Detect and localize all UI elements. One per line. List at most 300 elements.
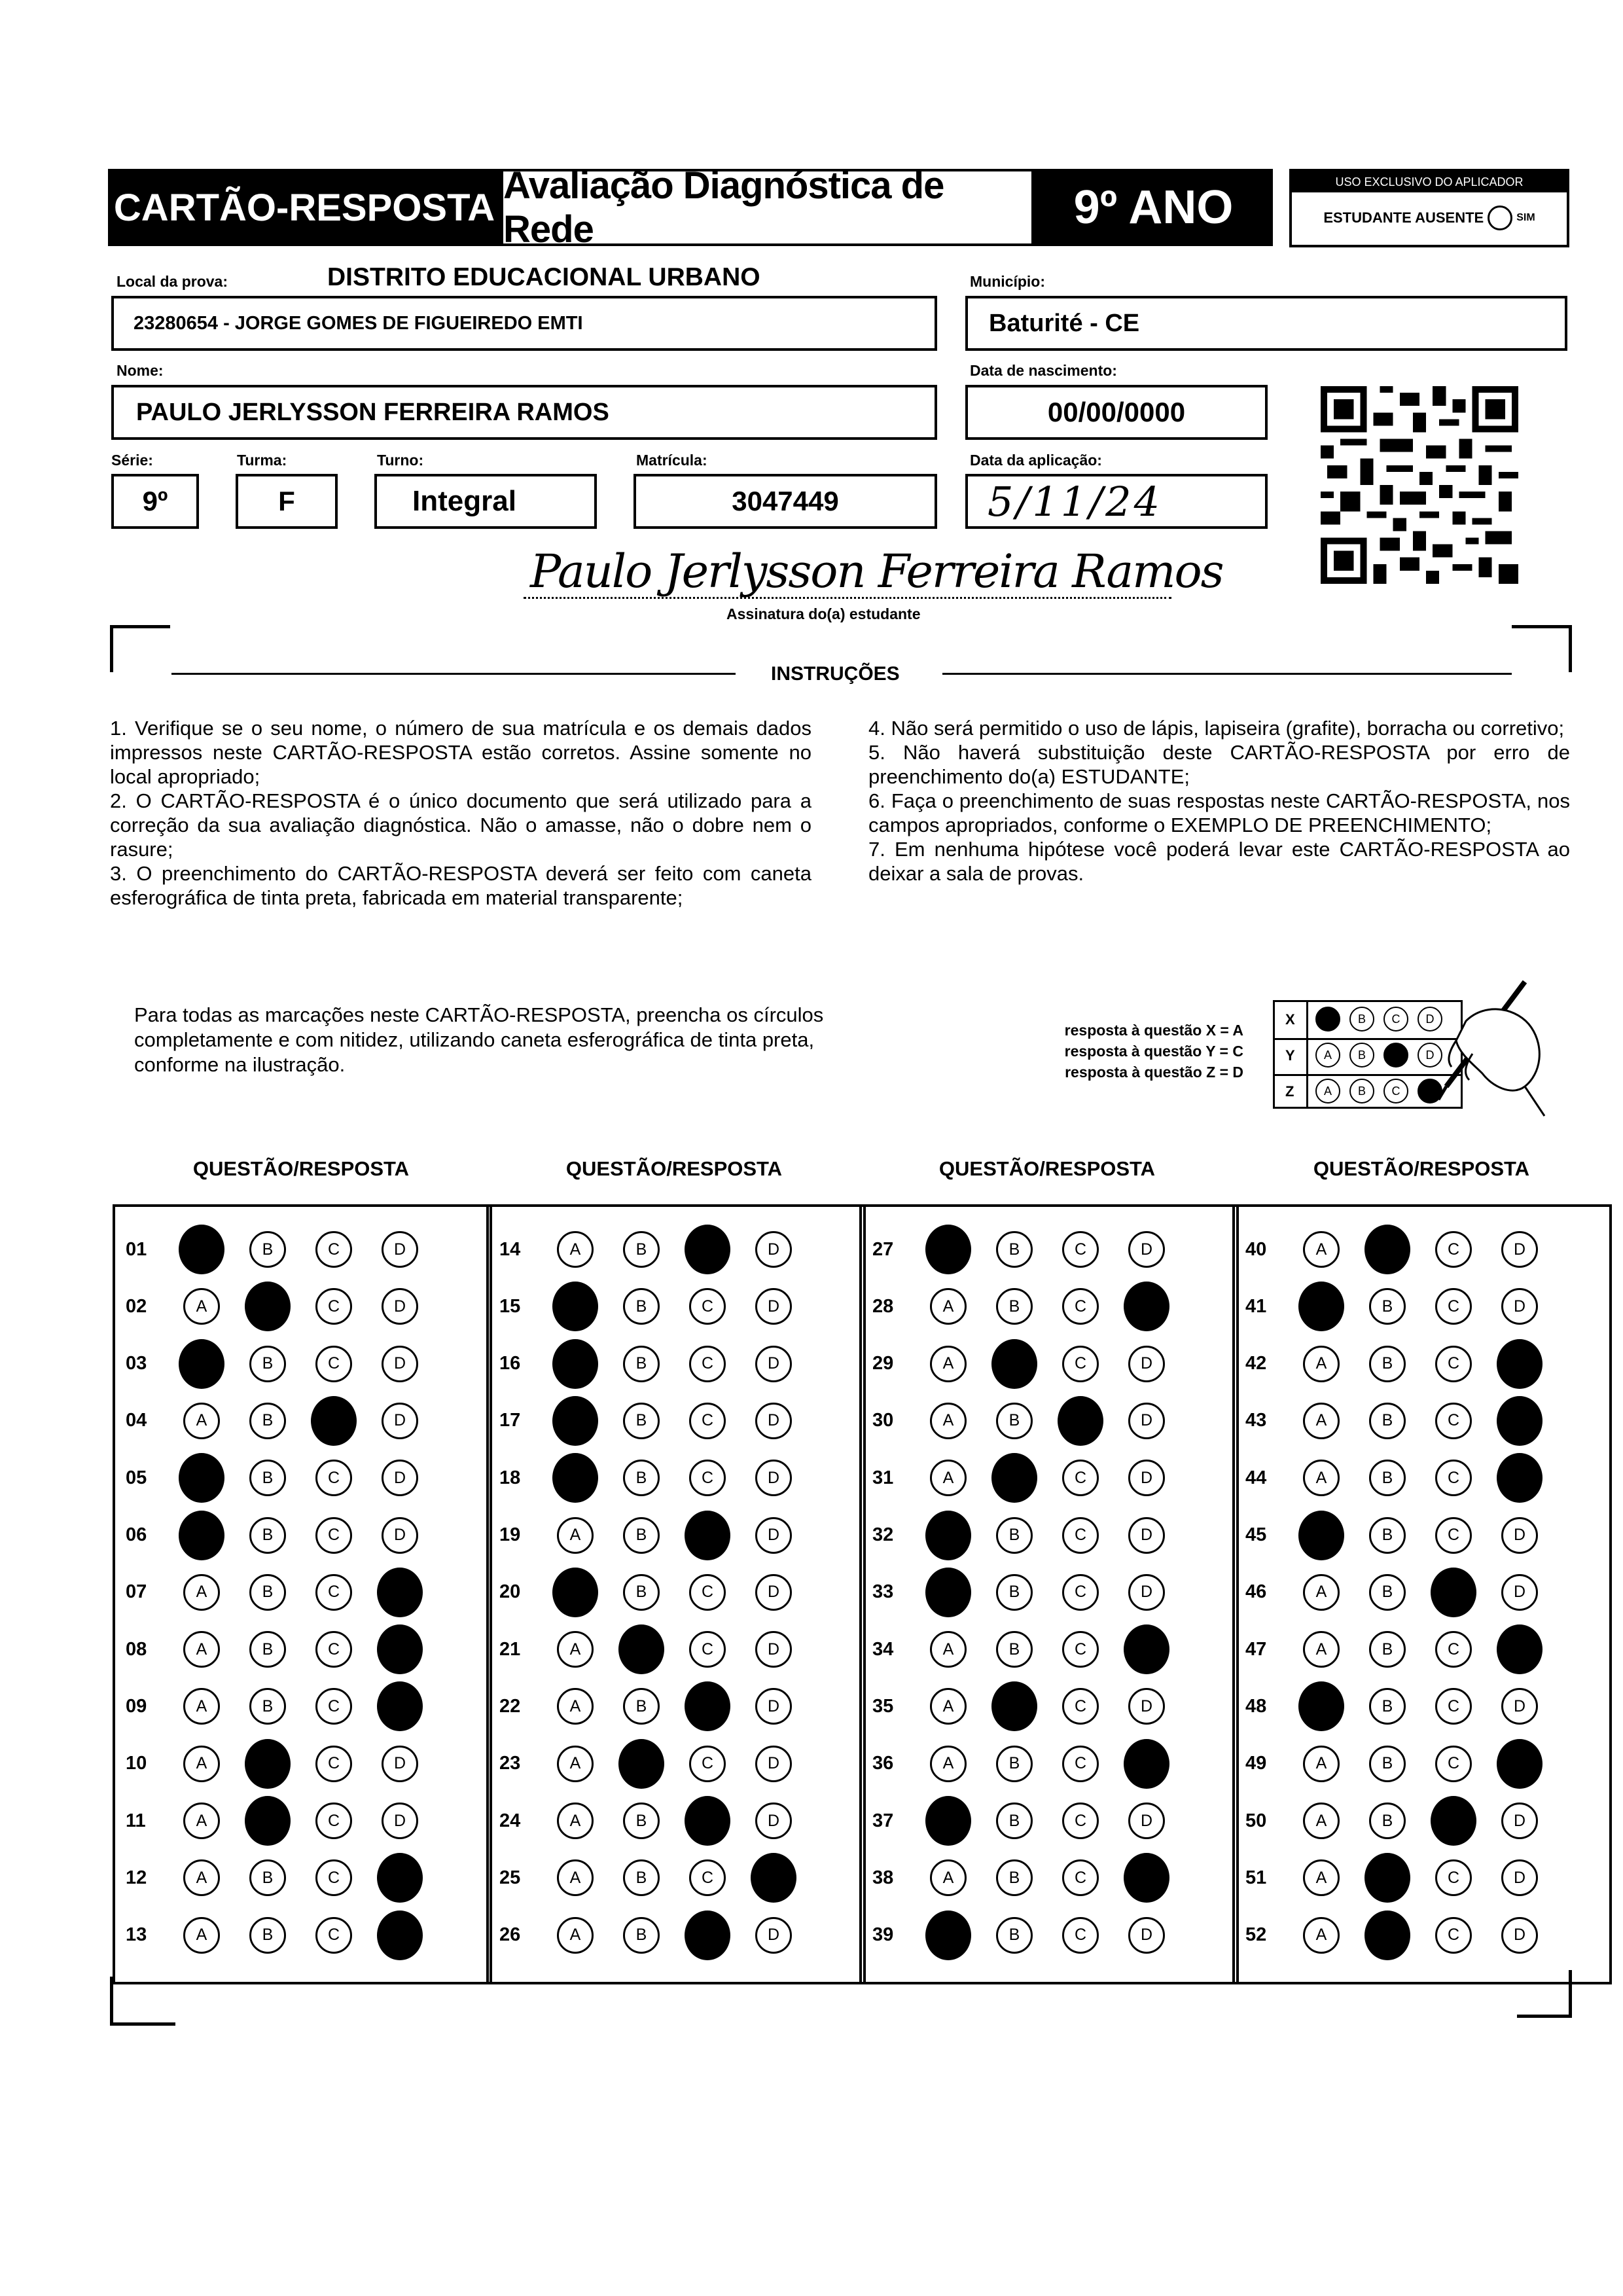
corner-top-left xyxy=(110,625,170,628)
municipio-label: Município: xyxy=(970,273,1045,290)
absent-label: ESTUDANTE AUSENTE xyxy=(1323,209,1484,226)
signature-line xyxy=(524,597,1171,599)
answer-bubble-b[interactable]: B xyxy=(623,1859,660,1896)
answer-row xyxy=(1235,1678,1609,1734)
answer-bubble-a[interactable]: A xyxy=(1303,1859,1340,1896)
answer-bubble-a[interactable] xyxy=(552,1453,598,1503)
answer-bubble-d[interactable] xyxy=(377,1568,423,1617)
answer-bubble-a[interactable] xyxy=(179,1453,224,1503)
answer-bubble-b[interactable]: B xyxy=(249,1517,286,1554)
answer-bubble-a[interactable] xyxy=(925,1910,971,1960)
answer-bubble-a[interactable] xyxy=(552,1568,598,1617)
answer-row xyxy=(862,1678,1236,1734)
answer-bubble-d[interactable]: D xyxy=(755,1517,792,1554)
answer-bubble-c[interactable]: C xyxy=(689,1859,726,1896)
corner-bottom-left xyxy=(110,2022,175,2026)
answer-bubble-a[interactable]: A xyxy=(557,1917,594,1954)
answer-bubble-c[interactable] xyxy=(685,1225,730,1274)
question-number: 38 xyxy=(872,1867,894,1888)
answer-bubble-b[interactable]: B xyxy=(249,1231,286,1268)
answer-bubble-d[interactable] xyxy=(377,1910,423,1960)
answer-bubble-b[interactable]: B xyxy=(996,1803,1033,1839)
example-bubble-b: B xyxy=(1349,1043,1374,1067)
answer-bubble-c[interactable]: C xyxy=(315,1631,352,1668)
answer-bubble-d[interactable]: D xyxy=(1501,1574,1538,1611)
answer-bubble-d[interactable]: D xyxy=(755,1288,792,1325)
question-number: 50 xyxy=(1245,1810,1267,1831)
answer-bubble-b[interactable]: B xyxy=(249,1346,286,1382)
answer-bubble-c[interactable]: C xyxy=(689,1460,726,1496)
answer-bubble-b[interactable]: B xyxy=(996,1288,1033,1325)
instruction-item: 2. O CARTÃO-RESPOSTA é o único documento que será utilizado para a correção da sua avaliação diagnóstica. Não o amasse, não o dobre nem o rasure; xyxy=(110,789,812,861)
answer-row xyxy=(1235,1850,1609,1906)
answer-bubble-d[interactable]: D xyxy=(1128,1917,1165,1954)
answer-bubble-a[interactable]: A xyxy=(930,1631,967,1668)
fill-note: Para todas as marcações neste CARTÃO-RESPOSTA, preencha os círculos completamente e com nitidez, utilizando caneta esferográfica de tinta preta, conforme na ilustração. xyxy=(134,1003,824,1076)
answer-bubble-b[interactable]: B xyxy=(1369,1346,1406,1382)
answer-bubble-d[interactable]: D xyxy=(755,1803,792,1839)
answer-bubble-a[interactable]: A xyxy=(930,1403,967,1439)
answer-bubble-b[interactable]: B xyxy=(249,1574,286,1611)
answer-bubble-a[interactable] xyxy=(552,1282,598,1331)
answer-row xyxy=(489,1336,863,1392)
answer-bubble-b[interactable]: B xyxy=(996,1746,1033,1782)
answer-bubble-b[interactable]: B xyxy=(623,1917,660,1954)
answer-row xyxy=(489,1678,863,1734)
answer-bubble-b[interactable]: B xyxy=(996,1403,1033,1439)
answer-bubble-c[interactable]: C xyxy=(689,1574,726,1611)
answer-bubble-c[interactable]: C xyxy=(689,1631,726,1668)
example-bubble-c xyxy=(1383,1043,1408,1067)
question-number: 17 xyxy=(499,1410,521,1431)
question-number: 25 xyxy=(499,1867,521,1888)
answer-bubble-d[interactable] xyxy=(1497,1624,1543,1674)
answer-bubble-a[interactable]: A xyxy=(557,1859,594,1896)
answer-bubble-b[interactable]: B xyxy=(623,1574,660,1611)
answer-bubble-d[interactable] xyxy=(1497,1396,1543,1446)
corner-top-left-v xyxy=(110,625,113,672)
answer-bubble-c[interactable]: C xyxy=(689,1746,726,1782)
answer-bubble-a[interactable]: A xyxy=(930,1746,967,1782)
answer-bubble-b[interactable]: B xyxy=(623,1517,660,1554)
question-number: 02 xyxy=(126,1295,147,1317)
instruction-item: 5. Não haverá substituição deste CARTÃO-RESPOSTA por erro de preenchimento do(a) ESTUDANTE; xyxy=(868,741,1570,788)
question-number: 01 xyxy=(126,1238,147,1260)
answer-bubble-c[interactable]: C xyxy=(1435,1231,1472,1268)
answer-bubble-a[interactable]: A xyxy=(1303,1574,1340,1611)
answer-bubble-d[interactable]: D xyxy=(755,1346,792,1382)
answer-row xyxy=(862,1393,1236,1449)
question-number: 18 xyxy=(499,1467,521,1488)
answer-bubble-d[interactable] xyxy=(1124,1853,1169,1903)
answer-row xyxy=(1235,1507,1609,1564)
instruction-item: 7. Em nenhuma hipótese você poderá levar este CARTÃO-RESPOSTA ao deixar a sala de provas. xyxy=(868,838,1570,885)
answer-bubble-d[interactable]: D xyxy=(382,1746,418,1782)
answer-bubble-b[interactable]: B xyxy=(996,1517,1033,1554)
answer-bubble-a[interactable] xyxy=(925,1225,971,1274)
answer-bubble-b[interactable]: B xyxy=(1369,1631,1406,1668)
answer-bubble-a[interactable]: A xyxy=(1303,1803,1340,1839)
answer-column xyxy=(486,1204,866,1984)
answer-bubble-a[interactable] xyxy=(1298,1511,1344,1560)
example-bubble-b: B xyxy=(1349,1079,1374,1103)
question-number: 19 xyxy=(499,1524,521,1545)
answer-bubble-b[interactable]: B xyxy=(249,1917,286,1954)
answer-bubble-b[interactable]: B xyxy=(249,1688,286,1725)
answer-bubble-b[interactable] xyxy=(245,1796,291,1846)
answer-bubble-a[interactable] xyxy=(925,1568,971,1617)
answer-bubble-b[interactable] xyxy=(245,1739,291,1789)
answer-bubble-c[interactable]: C xyxy=(1435,1688,1472,1725)
example-bubble-b: B xyxy=(1349,1007,1374,1031)
answer-bubble-b[interactable] xyxy=(991,1453,1037,1503)
answer-bubble-c[interactable]: C xyxy=(1435,1917,1472,1954)
answer-bubble-c[interactable]: C xyxy=(315,1231,352,1268)
answer-bubble-c[interactable]: C xyxy=(1435,1403,1472,1439)
local-label: Local da prova: xyxy=(116,273,228,290)
question-number: 22 xyxy=(499,1695,521,1717)
answer-row xyxy=(862,1736,1236,1792)
school-value: 23280654 - JORGE GOMES DE FIGUEIREDO EMTI xyxy=(134,312,583,334)
answer-bubble-c[interactable]: C xyxy=(689,1346,726,1382)
nascimento-field xyxy=(965,385,1268,440)
example-bubble-c: C xyxy=(1383,1079,1408,1103)
answer-bubble-b[interactable]: B xyxy=(623,1231,660,1268)
answer-bubble-c[interactable]: C xyxy=(1062,1231,1099,1268)
answer-bubble-d[interactable]: D xyxy=(382,1803,418,1839)
answer-bubble-c[interactable]: C xyxy=(315,1803,352,1839)
answer-bubble-b[interactable]: B xyxy=(1369,1574,1406,1611)
column-title: QUESTÃO/RESPOSTA xyxy=(192,1157,410,1180)
qr-code xyxy=(1321,386,1518,584)
answer-bubble-d[interactable]: D xyxy=(1501,1917,1538,1954)
answer-row xyxy=(1235,1278,1609,1335)
answer-bubble-a[interactable]: A xyxy=(183,1288,220,1325)
answer-bubble-a[interactable]: A xyxy=(183,1688,220,1725)
answer-row xyxy=(489,1564,863,1621)
answer-row xyxy=(489,1450,863,1506)
answer-bubble-a[interactable]: A xyxy=(557,1631,594,1668)
answer-bubble-c[interactable] xyxy=(311,1396,357,1446)
answer-bubble-d[interactable]: D xyxy=(382,1460,418,1496)
answer-bubble-d[interactable]: D xyxy=(382,1231,418,1268)
answer-bubble-c[interactable]: C xyxy=(1062,1517,1099,1554)
answer-bubble-b[interactable]: B xyxy=(623,1288,660,1325)
answer-bubble-d[interactable]: D xyxy=(1128,1346,1165,1382)
answer-bubble-d[interactable] xyxy=(377,1681,423,1731)
answer-bubble-c[interactable]: C xyxy=(1435,1346,1472,1382)
answer-bubble-b[interactable]: B xyxy=(249,1403,286,1439)
answer-bubble-a[interactable]: A xyxy=(183,1746,220,1782)
answer-bubble-d[interactable]: D xyxy=(1128,1231,1165,1268)
answer-bubble-b[interactable]: B xyxy=(249,1460,286,1496)
answer-bubble-c[interactable]: C xyxy=(315,1517,352,1554)
answer-bubble-d[interactable]: D xyxy=(755,1460,792,1496)
instructions-title: INSTRUÇÕES xyxy=(771,663,900,685)
question-number: 40 xyxy=(1245,1238,1267,1260)
answer-bubble-b[interactable] xyxy=(991,1681,1037,1731)
answer-bubble-c[interactable]: C xyxy=(1435,1517,1472,1554)
answer-bubble-d[interactable]: D xyxy=(382,1346,418,1382)
answer-bubble-a[interactable]: A xyxy=(183,1403,220,1439)
answer-bubble-b[interactable] xyxy=(618,1739,664,1789)
answer-bubble-c[interactable]: C xyxy=(315,1346,352,1382)
answer-bubble-a[interactable]: A xyxy=(1303,1231,1340,1268)
instructions-rule-left xyxy=(171,673,736,675)
answer-bubble-c[interactable]: C xyxy=(689,1403,726,1439)
answer-bubble-b[interactable]: B xyxy=(623,1403,660,1439)
answer-bubble-c[interactable]: C xyxy=(315,1460,352,1496)
instruction-item: 6. Faça o preenchimento de suas respostas neste CARTÃO-RESPOSTA, nos campos apropriados, conforme o EXEMPLO DE PREENCHIMENTO; xyxy=(868,789,1570,836)
answer-bubble-b[interactable]: B xyxy=(996,1917,1033,1954)
answer-bubble-b[interactable]: B xyxy=(623,1346,660,1382)
question-number: 14 xyxy=(499,1238,521,1260)
answer-bubble-d[interactable] xyxy=(751,1853,796,1903)
answer-bubble-d[interactable] xyxy=(1497,1453,1543,1503)
answer-bubble-b[interactable]: B xyxy=(249,1859,286,1896)
answer-bubble-c[interactable]: C xyxy=(1435,1460,1472,1496)
answer-bubble-a[interactable]: A xyxy=(1303,1460,1340,1496)
answer-bubble-b[interactable]: B xyxy=(996,1231,1033,1268)
column-title: QUESTÃO/RESPOSTA xyxy=(565,1157,783,1180)
answer-bubble-d[interactable]: D xyxy=(1501,1803,1538,1839)
answer-bubble-a[interactable]: A xyxy=(183,1803,220,1839)
answer-bubble-c[interactable] xyxy=(685,1910,730,1960)
answer-bubble-d[interactable]: D xyxy=(1128,1517,1165,1554)
answer-bubble-b[interactable]: B xyxy=(1369,1403,1406,1439)
example-row-label: Y xyxy=(1285,1047,1295,1064)
exclusive-box xyxy=(1289,169,1569,247)
answer-bubble-d[interactable]: D xyxy=(1128,1803,1165,1839)
question-number: 10 xyxy=(126,1753,147,1774)
instruction-item: 3. O preenchimento do CARTÃO-RESPOSTA deverá ser feito com caneta esferográfica de tinta preta, fabricada em material transparente; xyxy=(110,862,812,909)
example-bubble-a xyxy=(1315,1007,1340,1031)
answer-bubble-c[interactable] xyxy=(1431,1796,1476,1846)
answer-bubble-c[interactable]: C xyxy=(1062,1460,1099,1496)
answer-bubble-b[interactable]: B xyxy=(1369,1746,1406,1782)
answer-bubble-d[interactable]: D xyxy=(755,1688,792,1725)
question-number: 11 xyxy=(126,1810,146,1831)
example-bubble-d: D xyxy=(1418,1043,1442,1067)
answer-bubble-a[interactable]: A xyxy=(183,1631,220,1668)
answer-bubble-d[interactable] xyxy=(1497,1339,1543,1389)
answer-bubble-d[interactable]: D xyxy=(1501,1288,1538,1325)
answer-bubble-d[interactable]: D xyxy=(755,1631,792,1668)
answer-bubble-a[interactable]: A xyxy=(183,1859,220,1896)
answer-bubble-a[interactable]: A xyxy=(557,1803,594,1839)
answer-bubble-d[interactable]: D xyxy=(755,1917,792,1954)
answer-bubble-d[interactable]: D xyxy=(755,1746,792,1782)
answer-row xyxy=(489,1793,863,1849)
answer-bubble-b[interactable] xyxy=(618,1624,664,1674)
answer-bubble-c[interactable] xyxy=(1431,1568,1476,1617)
answer-row xyxy=(115,1450,490,1506)
answer-bubble-b[interactable]: B xyxy=(1369,1803,1406,1839)
answer-bubble-d[interactable]: D xyxy=(1501,1231,1538,1268)
answer-bubble-c[interactable]: C xyxy=(315,1746,352,1782)
answer-row xyxy=(862,1278,1236,1335)
question-number: 44 xyxy=(1245,1467,1267,1488)
answer-bubble-b[interactable]: B xyxy=(1369,1288,1406,1325)
answer-bubble-d[interactable]: D xyxy=(382,1517,418,1554)
answer-bubble-b[interactable]: B xyxy=(996,1631,1033,1668)
instruction-item: 4. Não será permitido o uso de lápis, lapiseira (grafite), borracha ou corretivo; xyxy=(868,717,1565,740)
answer-row xyxy=(489,1507,863,1564)
column-title: QUESTÃO/RESPOSTA xyxy=(938,1157,1156,1180)
answer-row xyxy=(489,1736,863,1792)
question-number: 45 xyxy=(1245,1524,1267,1545)
answer-bubble-c[interactable]: C xyxy=(1435,1288,1472,1325)
answer-bubble-c[interactable]: C xyxy=(1062,1631,1099,1668)
answer-bubble-a[interactable]: A xyxy=(1303,1917,1340,1954)
answer-bubble-a[interactable]: A xyxy=(1303,1346,1340,1382)
answer-row xyxy=(862,1907,1236,1964)
answer-bubble-a[interactable]: A xyxy=(930,1688,967,1725)
answer-bubble-c[interactable]: C xyxy=(1062,1917,1099,1954)
answer-bubble-b[interactable]: B xyxy=(249,1631,286,1668)
answer-bubble-c[interactable]: C xyxy=(689,1288,726,1325)
answer-bubble-a[interactable] xyxy=(552,1339,598,1389)
answer-bubble-d[interactable]: D xyxy=(1128,1688,1165,1725)
question-number: 24 xyxy=(499,1810,521,1831)
answer-bubble-a[interactable]: A xyxy=(183,1574,220,1611)
answer-bubble-c[interactable]: C xyxy=(1435,1746,1472,1782)
corner-bottom-right xyxy=(1517,2015,1572,2018)
answer-bubble-d[interactable]: D xyxy=(1128,1403,1165,1439)
answer-bubble-d[interactable] xyxy=(377,1853,423,1903)
answer-bubble-a[interactable] xyxy=(179,1225,224,1274)
answer-bubble-d[interactable]: D xyxy=(382,1403,418,1439)
column-title: QUESTÃO/RESPOSTA xyxy=(1313,1157,1530,1180)
answer-bubble-a[interactable] xyxy=(179,1511,224,1560)
answer-bubble-c[interactable]: C xyxy=(315,1859,352,1896)
aplicacao-label: Data da aplicação: xyxy=(970,452,1102,469)
answer-bubble-a[interactable]: A xyxy=(557,1231,594,1268)
answer-bubble-c[interactable]: C xyxy=(1062,1688,1099,1725)
answer-bubble-b[interactable]: B xyxy=(996,1859,1033,1896)
answer-bubble-c[interactable] xyxy=(685,1511,730,1560)
answer-bubble-c[interactable]: C xyxy=(1435,1631,1472,1668)
answer-bubble-a[interactable]: A xyxy=(930,1346,967,1382)
answer-bubble-a[interactable]: A xyxy=(183,1917,220,1954)
answer-bubble-c[interactable] xyxy=(1058,1396,1103,1446)
answer-bubble-a[interactable]: A xyxy=(557,1746,594,1782)
answer-bubble-d[interactable]: D xyxy=(1501,1688,1538,1725)
question-number: 03 xyxy=(126,1353,147,1374)
signature[interactable]: Paulo Jerlysson Ferreira Ramos xyxy=(530,545,1223,598)
answer-bubble-d[interactable] xyxy=(377,1624,423,1674)
answer-bubble-d[interactable]: D xyxy=(1501,1859,1538,1896)
answer-row xyxy=(1235,1450,1609,1506)
answer-bubble-d[interactable]: D xyxy=(755,1403,792,1439)
question-number: 07 xyxy=(126,1581,147,1603)
answer-bubble-b[interactable] xyxy=(991,1339,1037,1389)
turma-value: F xyxy=(278,486,295,516)
answer-bubble-b[interactable] xyxy=(245,1282,291,1331)
answer-row xyxy=(115,1507,490,1564)
matricula-field xyxy=(633,474,937,529)
answer-bubble-c[interactable] xyxy=(685,1796,730,1846)
answer-row xyxy=(489,1221,863,1278)
answer-row xyxy=(1235,1907,1609,1964)
answer-bubble-a[interactable] xyxy=(925,1796,971,1846)
answer-bubble-d[interactable]: D xyxy=(382,1288,418,1325)
answer-bubble-b[interactable]: B xyxy=(996,1574,1033,1611)
answer-bubble-c[interactable]: C xyxy=(1062,1574,1099,1611)
answer-bubble-c[interactable]: C xyxy=(1062,1859,1099,1896)
answer-bubble-d[interactable]: D xyxy=(1128,1574,1165,1611)
matricula-value: 3047449 xyxy=(732,486,839,516)
answer-row xyxy=(115,1221,490,1278)
answer-bubble-d[interactable] xyxy=(1124,1739,1169,1789)
answer-bubble-a[interactable]: A xyxy=(930,1460,967,1496)
answer-bubble-d[interactable]: D xyxy=(1501,1517,1538,1554)
answer-bubble-a[interactable] xyxy=(925,1511,971,1560)
serie-field xyxy=(111,474,199,529)
answer-bubble-c[interactable]: C xyxy=(1062,1288,1099,1325)
answer-bubble-d[interactable]: D xyxy=(755,1231,792,1268)
answer-bubble-c[interactable] xyxy=(685,1681,730,1731)
answer-bubble-d[interactable] xyxy=(1124,1624,1169,1674)
answer-bubble-a[interactable]: A xyxy=(557,1688,594,1725)
answer-bubble-b[interactable] xyxy=(1364,1225,1410,1274)
exclusive-label: USO EXCLUSIVO DO APLICADOR xyxy=(1292,171,1567,192)
example-line: resposta à questão Z = D xyxy=(1065,1064,1243,1081)
answer-bubble-d[interactable]: D xyxy=(1128,1460,1165,1496)
answer-bubble-a[interactable] xyxy=(179,1339,224,1389)
exam-name: Avaliação Diagnóstica de Rede xyxy=(501,169,1034,246)
answer-bubble-c[interactable]: C xyxy=(1062,1346,1099,1382)
answer-bubble-b[interactable]: B xyxy=(623,1460,660,1496)
answer-bubble-c[interactable]: C xyxy=(1062,1803,1099,1839)
answer-bubble-b[interactable]: B xyxy=(1369,1517,1406,1554)
example-bubble-a: A xyxy=(1315,1079,1340,1103)
answer-bubble-a[interactable]: A xyxy=(1303,1631,1340,1668)
example-legend xyxy=(1034,1020,1243,1083)
question-number: 39 xyxy=(872,1924,894,1946)
answer-bubble-a[interactable]: A xyxy=(1303,1403,1340,1439)
answer-bubble-a[interactable] xyxy=(1298,1681,1344,1731)
answer-bubble-a[interactable]: A xyxy=(930,1288,967,1325)
answer-bubble-c[interactable]: C xyxy=(1435,1859,1472,1896)
answer-bubble-b[interactable]: B xyxy=(623,1803,660,1839)
answer-bubble-a[interactable] xyxy=(552,1396,598,1446)
answer-bubble-b[interactable]: B xyxy=(1369,1460,1406,1496)
answer-bubble-c[interactable]: C xyxy=(1062,1746,1099,1782)
answer-bubble-b[interactable] xyxy=(1364,1853,1410,1903)
answer-bubble-d[interactable]: D xyxy=(755,1574,792,1611)
answer-bubble-b[interactable] xyxy=(1364,1910,1410,1960)
answer-bubble-d[interactable] xyxy=(1124,1282,1169,1331)
answer-bubble-c[interactable]: C xyxy=(315,1688,352,1725)
answer-bubble-b[interactable]: B xyxy=(1369,1688,1406,1725)
answer-bubble-a[interactable]: A xyxy=(1303,1746,1340,1782)
aplicacao-field[interactable] xyxy=(965,474,1268,529)
answer-row xyxy=(1235,1221,1609,1278)
answer-bubble-a[interactable]: A xyxy=(557,1517,594,1554)
answer-bubble-a[interactable]: A xyxy=(930,1859,967,1896)
answer-bubble-b[interactable]: B xyxy=(623,1688,660,1725)
answer-bubble-d[interactable] xyxy=(1497,1739,1543,1789)
answer-bubble-c[interactable]: C xyxy=(315,1288,352,1325)
question-number: 36 xyxy=(872,1753,894,1774)
answer-bubble-c[interactable]: C xyxy=(315,1574,352,1611)
serie-label: Série: xyxy=(111,452,153,469)
example-bubble-a: A xyxy=(1315,1043,1340,1067)
absent-checkbox[interactable] xyxy=(1488,206,1512,230)
answer-bubble-a[interactable] xyxy=(1298,1282,1344,1331)
answer-bubble-c[interactable]: C xyxy=(315,1917,352,1954)
